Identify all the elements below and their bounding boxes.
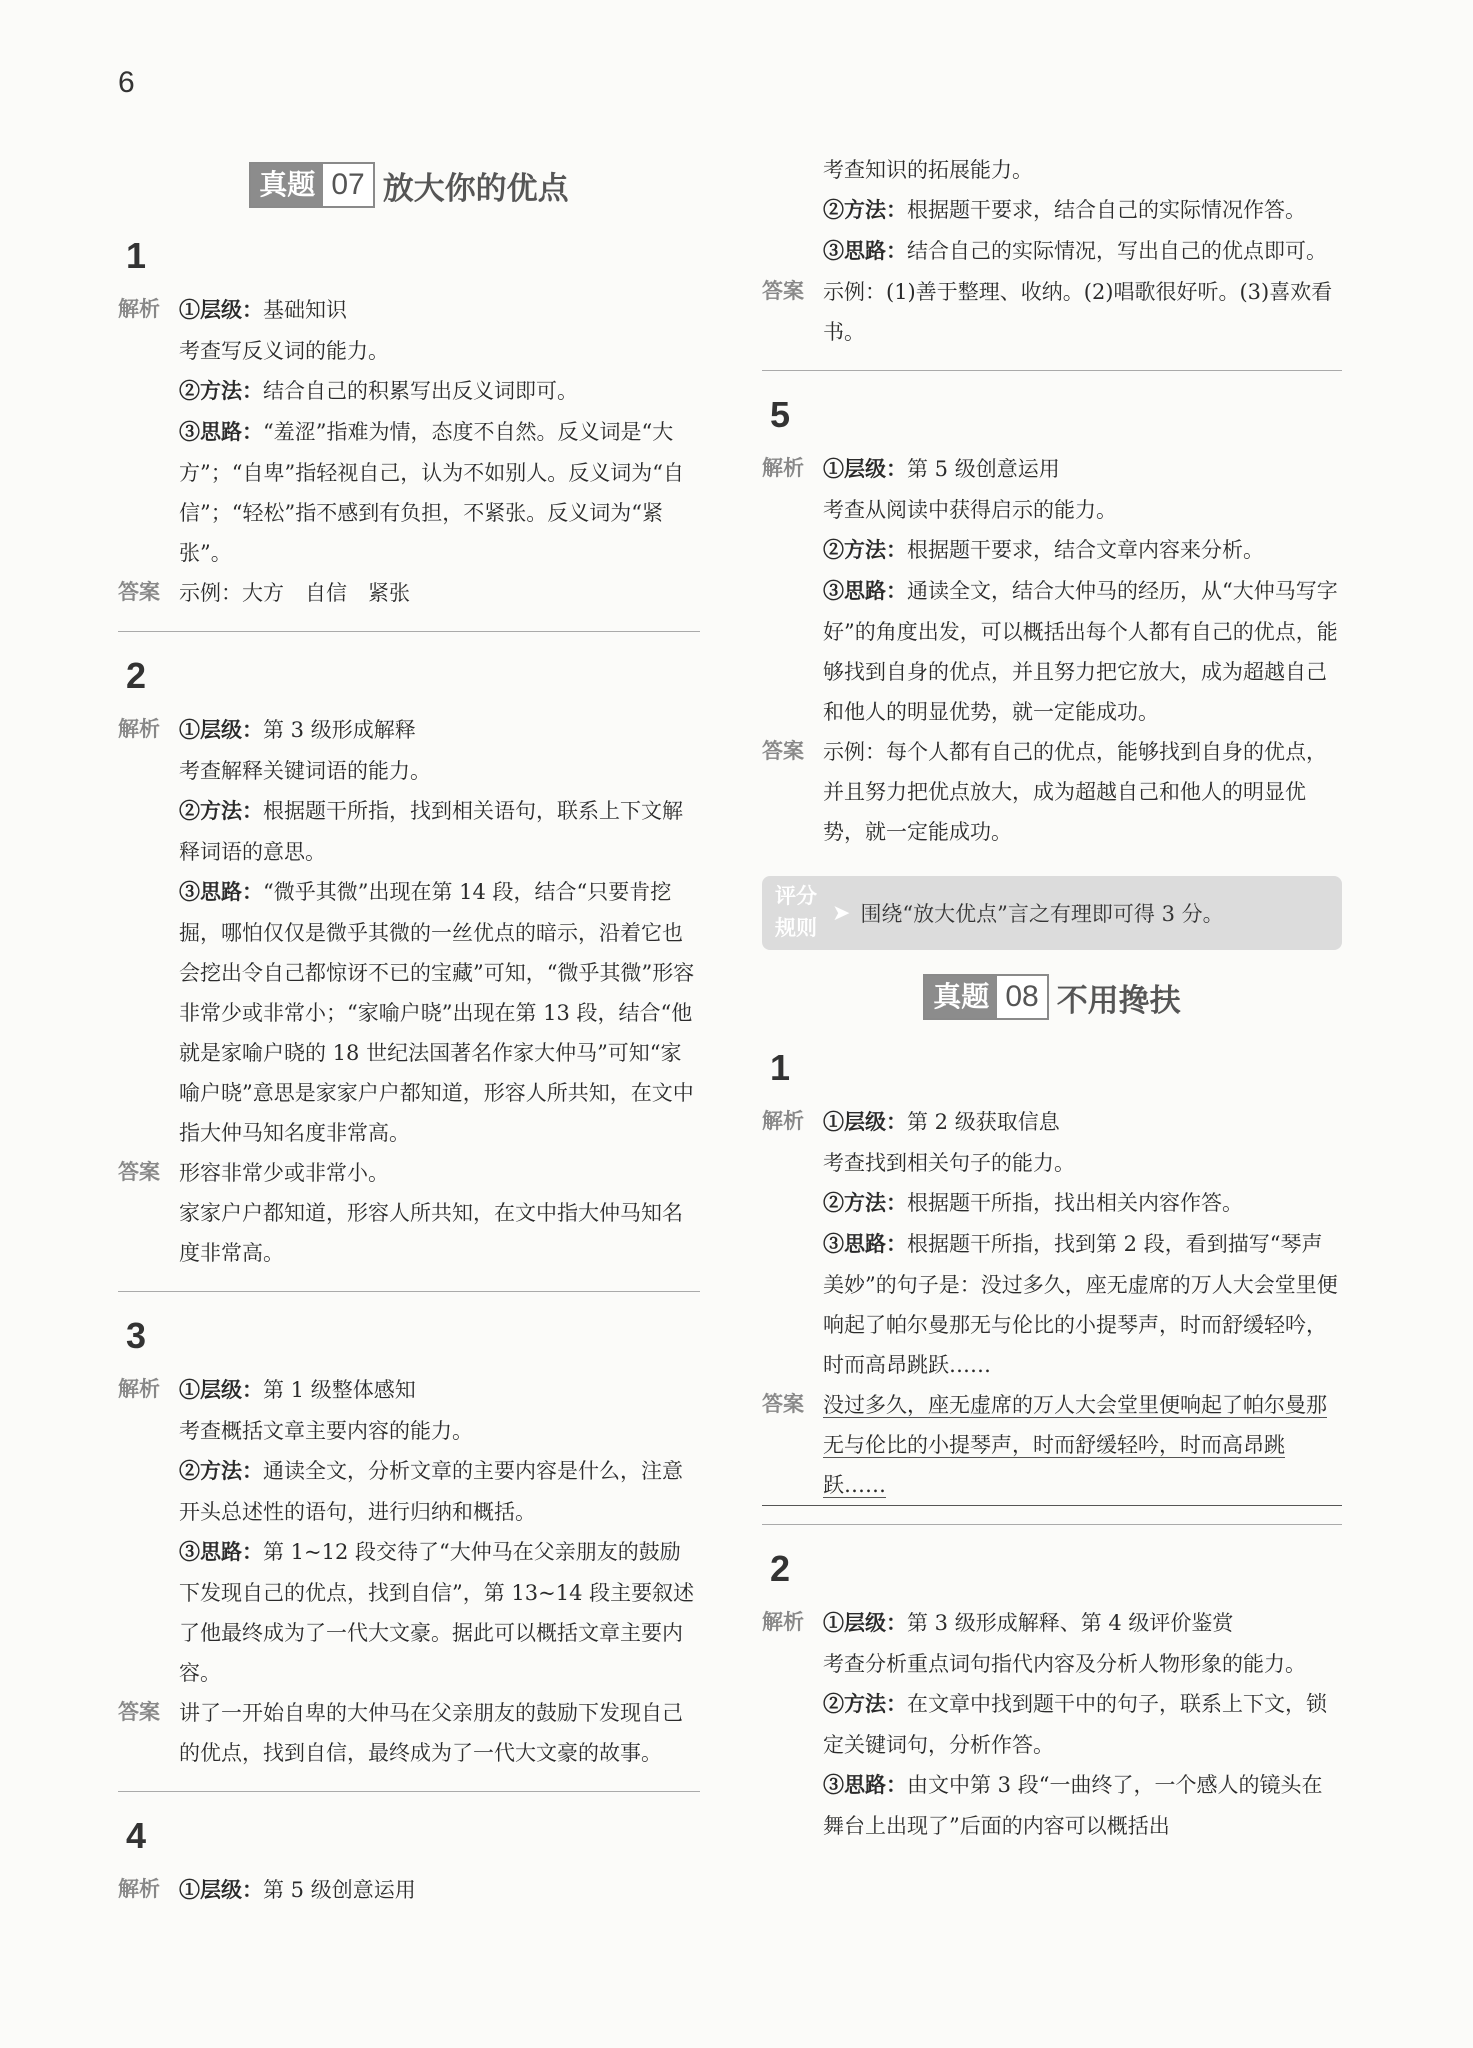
method-line: ②方法：根据题干所指，找到相关语句，联系上下文解释词语的意思。 (179, 799, 683, 864)
method-line: ②方法：通读全文，分析文章的主要内容是什么，注意开头总述性的语句，进行归纳和概括。 (179, 1459, 683, 1524)
answer-label: 答案 (118, 1701, 160, 1724)
approach-line: ③思路：通读全文，结合大仲马的经历，从“大仲马写字好”的角度出发，可以概括出每个人都有自己的优点，能够找到自身的优点，并且努力把它放大，成为超越自己和他人的明显优势，就一定能成功。 (823, 579, 1338, 724)
method-line: ②方法：根据题干所指，找出相关内容作答。 (823, 1191, 1243, 1215)
method-line: ②方法：根据题干要求，结合自己的实际情况作答。 (823, 198, 1306, 222)
section-07-tag: 真题 07 (249, 162, 374, 208)
answer-line: 家家户户都知道，形容人所共知，在文中指大仲马知名度非常高。 (179, 1201, 683, 1265)
divider (118, 631, 700, 632)
analysis-row: 解析 ①层级：第 5 级创意运用 (762, 449, 1342, 490)
analysis-label: 解析 (118, 718, 160, 741)
answer-row: 答案 没过多久，座无虚席的万人大会堂里便响起了帕尔曼那无与伦比的小提琴声，时而舒缓轻吟，时而高昂跳跃…… (762, 1385, 1342, 1506)
analysis-line: 考查找到相关句子的能力。 (823, 1151, 1075, 1175)
analysis-row: 解析 ①层级：第 5 级创意运用 (118, 1870, 700, 1911)
method-line: ②方法：在文章中找到题干中的句子，联系上下文，锁定关键词句，分析作答。 (823, 1692, 1327, 1757)
analysis-line: 考查概括文章主要内容的能力。 (179, 1419, 473, 1443)
analysis-line: 考查知识的拓展能力。 (823, 158, 1033, 182)
approach-line: ③思路：由文中第 3 段“一曲终了，一个感人的镜头在舞台上出现了”后面的内容可以概括出 (823, 1773, 1323, 1838)
analysis-label: 解析 (118, 1378, 160, 1401)
question-number: 1 (126, 235, 147, 276)
approach-line: ③思路：第 1~12 段交待了“大仲马在父亲朋友的鼓励下发现自己的优点，找到自信”，第 13~14 段主要叙述了他最终成为了一代大文豪。据此可以概括文章主要内容。 (179, 1540, 695, 1685)
section-08-tag: 真题 08 (923, 974, 1048, 1020)
question-number: 2 (770, 1548, 791, 1589)
question-number: 1 (770, 1047, 791, 1088)
analysis-row: 解析 ①层级：第 1 级整体感知 (118, 1370, 700, 1411)
answer-label: 答案 (762, 280, 804, 303)
divider (762, 370, 1342, 371)
analysis-label: 解析 (762, 457, 804, 480)
answer-row: 答案 示例：大方 自信 紧张 (118, 573, 700, 613)
analysis-line: 考查从阅读中获得启示的能力。 (823, 498, 1117, 522)
divider (118, 1791, 700, 1792)
answer-row: 答案 形容非常少或非常小。 (118, 1153, 700, 1193)
scoring-rule-box (762, 876, 1342, 950)
answer-row: 答案 示例：(1)善于整理、收纳。(2)唱歌很好听。(3)喜欢看书。 (762, 272, 1342, 352)
section-07-heading: 放大你的优点 (382, 170, 569, 206)
answer-label: 答案 (762, 740, 804, 763)
analysis-label: 解析 (118, 298, 160, 321)
approach-line: ③思路：“羞涩”指难为情，态度不自然。反义词是“大方”；“自卑”指轻视自己，认为不如别人。反义词为“自信”；“轻松”指不感到有负担，不紧张。反义词为“紧张”。 (179, 420, 684, 565)
analysis-line: 考查解释关键词语的能力。 (179, 759, 431, 783)
analysis-label: 解析 (762, 1611, 804, 1634)
analysis-line: 考查分析重点词句指代内容及分析人物形象的能力。 (823, 1652, 1306, 1676)
question-number: 5 (770, 394, 791, 435)
section-07-title (118, 162, 700, 208)
analysis-label: 解析 (762, 1110, 804, 1133)
answer-label: 答案 (118, 1161, 160, 1184)
scoring-rule-text: 围绕“放大优点”言之有理即可得 3 分。 (860, 902, 1224, 926)
approach-line: ③思路：根据题干所指，找到第 2 段，看到描写“琴声美妙”的句子是：没过多久，座无虚席的万人大会堂里便响起了帕尔曼那无与伦比的小提琴声，时而舒缓轻吟，时而高昂跳跃…… (823, 1232, 1338, 1377)
approach-line: ③思路：结合自己的实际情况，写出自己的优点即可。 (823, 239, 1327, 263)
analysis-row: 解析 ①层级：第 2 级获取信息 (762, 1102, 1342, 1143)
page-number: 6 (118, 66, 135, 99)
section-08-heading: 不用搀扶 (1056, 982, 1181, 1018)
analysis-row: 解析 ①层级：基础知识 (118, 290, 700, 331)
question-number: 2 (126, 655, 147, 696)
method-line: ②方法：结合自己的积累写出反义词即可。 (179, 379, 578, 403)
analysis-row: 解析 ①层级：第 3 级形成解释、第 4 级评价鉴赏 (762, 1603, 1342, 1644)
section-08-title (762, 974, 1342, 1020)
answer-row: 答案 讲了一开始自卑的大仲马在父亲朋友的鼓励下发现自己的优点，找到自信，最终成为了一代大文豪的故事。 (118, 1693, 700, 1773)
left-column (118, 150, 700, 1911)
analysis-row: 解析 ①层级：第 3 级形成解释 (118, 710, 700, 751)
method-line: ②方法：根据题干要求，结合文章内容来分析。 (823, 538, 1264, 562)
analysis-line: 考查写反义词的能力。 (179, 339, 389, 363)
answer-row: 答案 示例：每个人都有自己的优点，能够找到自身的优点，并且努力把优点放大，成为超越自己和他人的明显优势，就一定能成功。 (762, 732, 1342, 852)
approach-line: ③思路：“微乎其微”出现在第 14 段，结合“只要肯挖掘，哪怕仅仅是微乎其微的一丝优点的暗示，沿着它也会挖出令自己都惊讶不已的宝藏”可知，“微乎其微”形容非常少或非常小；“家喻户晓”出现在第 13 段，结合“他就是家喻户晓的 18 世纪法国著名作家大仲马”可知“家喻户晓”意思是家家户户都知道，形容人所共知，在文中指大仲马知名度非常高。 (179, 880, 695, 1145)
answer-label: 答案 (118, 581, 160, 604)
right-column (762, 150, 1342, 1846)
scoring-rule-label: 评分 规则 (775, 885, 817, 940)
analysis-label: 解析 (118, 1878, 160, 1901)
arrow-right-icon: ➤ (832, 900, 851, 926)
question-number: 3 (126, 1315, 147, 1356)
question-number: 4 (126, 1815, 147, 1856)
divider (762, 1524, 1342, 1525)
answer-label: 答案 (762, 1385, 823, 1506)
divider (118, 1291, 700, 1292)
